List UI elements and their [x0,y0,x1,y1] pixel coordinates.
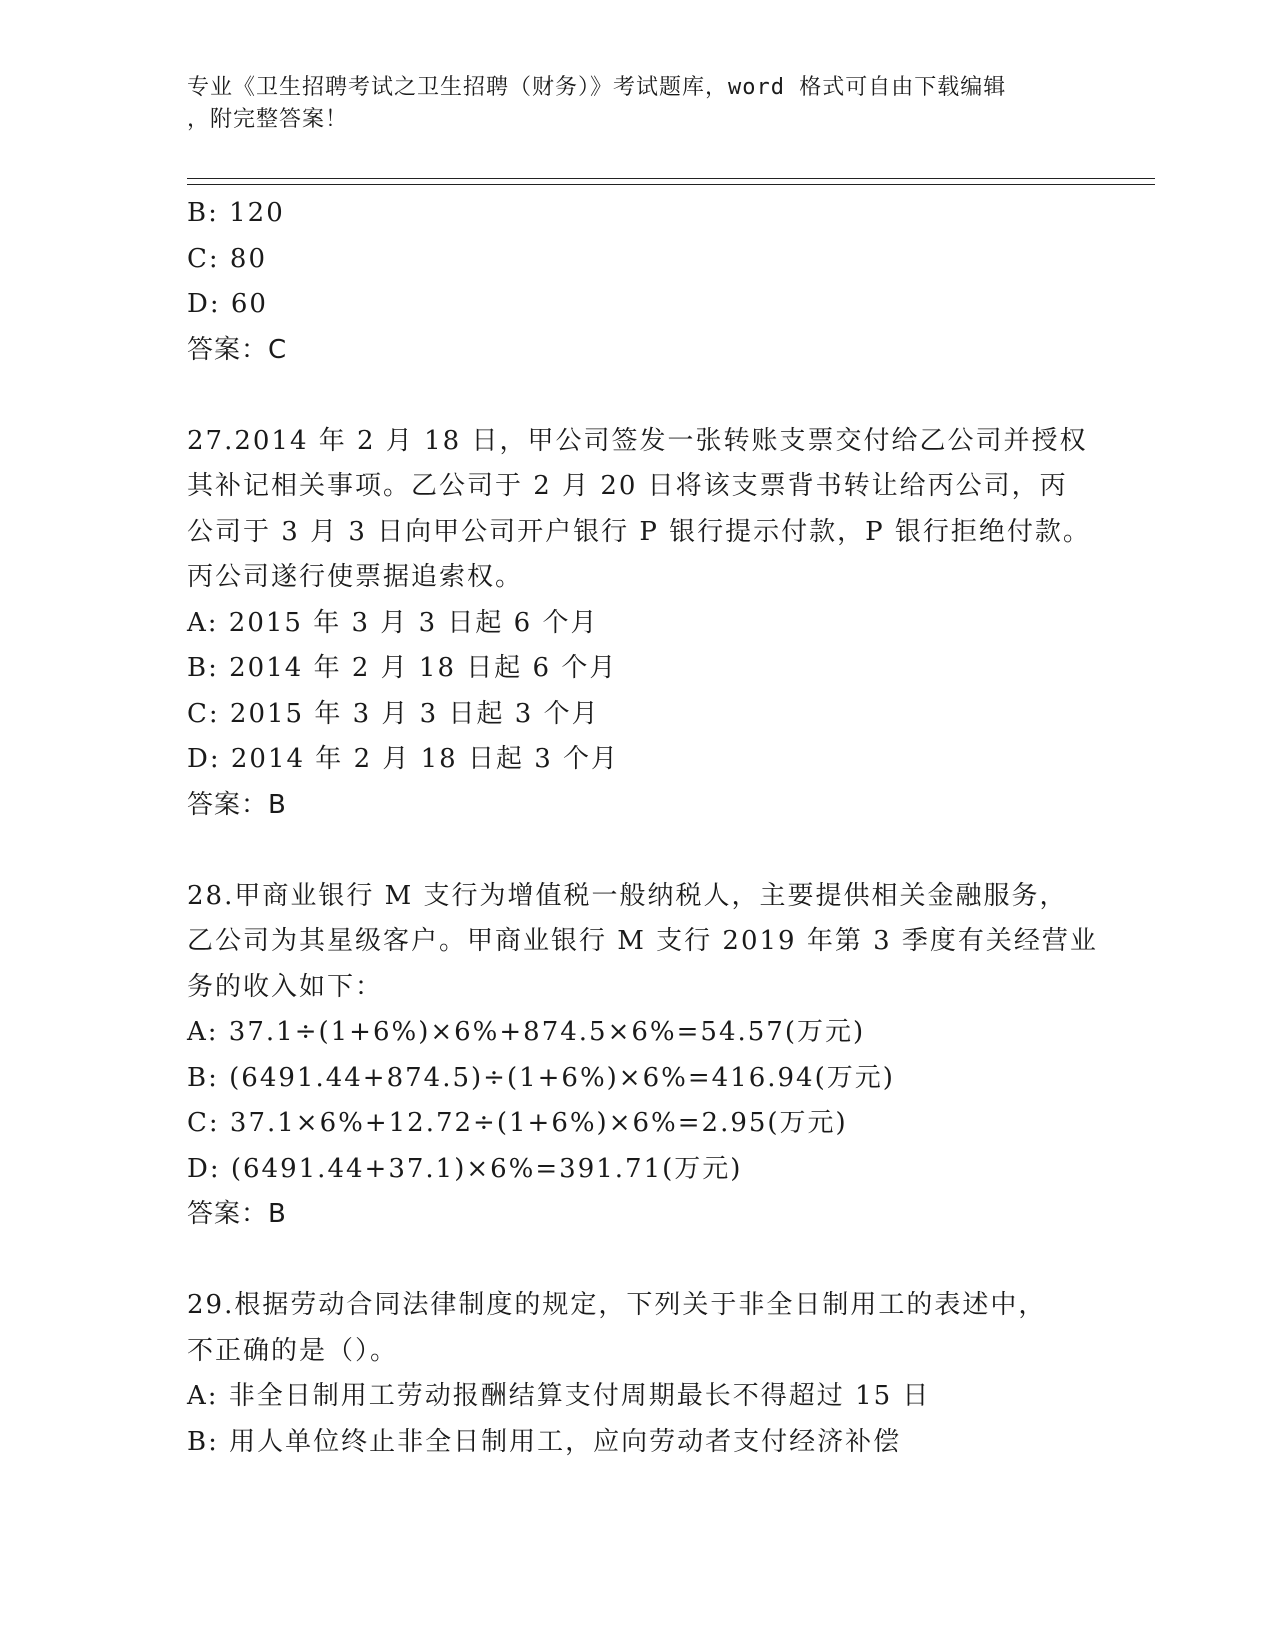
header-divider-bottom [187,184,1155,185]
header-line-2: ，附完整答案！ [187,107,349,132]
option-d: D: 60 [187,289,268,319]
option-b: B: 用人单位终止非全日制用工，应向劳动者支付经济补偿 [187,1426,902,1457]
option-d: D: (6491.44+37.1)×6%=391.71(万元) [187,1153,743,1184]
option-a: A: 37.1÷(1+6%)×6%+874.5×6%=54.57(万元) [187,1017,866,1047]
question-stem-line: 其补记相关事项。乙公司于 2 月 20 日将该支票背书转让给丙公司，丙 [187,471,1068,501]
question-stem-line: 丙公司遂行使票据追索权。 [187,562,524,592]
question-stem-line: 27.2014 年 2 月 18 日，甲公司签发一张转账支票交付给乙公司并授权 [187,425,1088,456]
answer: 答案：B [187,1199,287,1229]
answer: 答案：C [187,334,288,365]
question-26-tail [187,191,1087,373]
question-stem-line: 29.根据劳动合同法律制度的规定，下列关于非全日制用工的表述中， [187,1290,1047,1320]
option-b: B: 2014 年 2 月 18 日起 6 个月 [187,653,618,683]
spacer [187,828,1087,874]
question-stem-line: 公司于 3 月 3 日向甲公司开户银行 P 银行提示付款，P 银行拒绝付款。 [187,516,1091,547]
option-b: B: 120 [187,198,285,228]
header-divider-top [187,178,1155,179]
option-a: A: 2015 年 3 月 3 日起 6 个月 [187,607,599,638]
document-header [187,72,1077,136]
question-stem-line: 28.甲商业银行 M 支行为增值税一般纳税人，主要提供相关金融服务， [187,880,1068,911]
header-line-1: 专业《卫生招聘考试之卫生招聘（财务）》考试题库，word 格式可自由下载编辑 [187,75,1007,100]
spacer [187,1238,1087,1284]
question-stem-line: 乙公司为其星级客户。甲商业银行 M 支行 2019 年第 3 季度有关经营业 [187,926,1098,956]
option-c: C: 2015 年 3 月 3 日起 3 个月 [187,698,600,729]
question-29 [187,1283,1087,1465]
question-list [187,191,1098,1465]
question-27 [187,419,1091,829]
question-28 [187,874,1098,1238]
option-c: C: 80 [187,243,268,274]
option-d: D: 2014 年 2 月 18 日起 3 个月 [187,744,620,774]
spacer [187,373,1087,419]
option-a: A: 非全日制用工劳动报酬结算支付周期最长不得超过 15 日 [187,1381,931,1411]
question-stem-line: 务的收入如下： [187,971,384,1002]
answer: 答案：B [187,789,287,820]
question-stem-line: 不正确的是（）。 [187,1335,399,1366]
option-c: C: 37.1×6%+12.72÷(1+6%)×6%=2.95(万元) [187,1108,848,1138]
option-b: B: (6491.44+874.5)÷(1+6%)×6%=416.94(万元) [187,1062,895,1093]
